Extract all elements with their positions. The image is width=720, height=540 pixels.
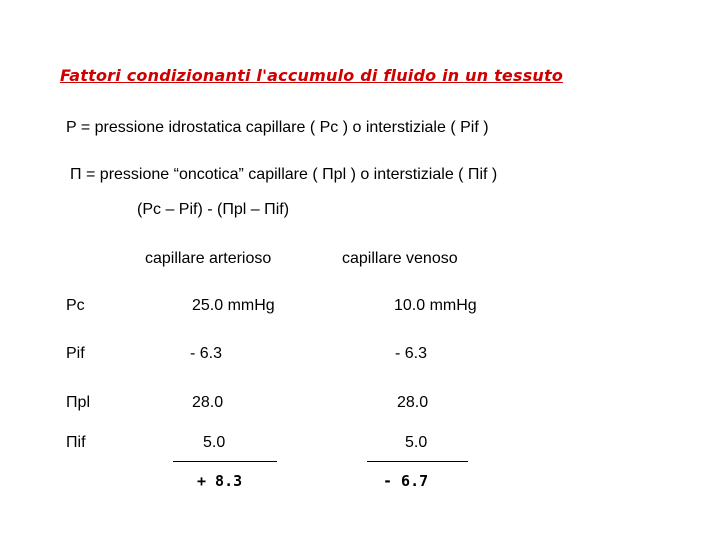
pressure-definition: P = pressione idrostatica capillare ( Pc ) o interstiziale ( Pif ) — [66, 119, 489, 136]
venous-value-pipl: 28.0 — [397, 394, 429, 411]
arterial-value-pc: 25.0 mmHg — [192, 297, 275, 314]
venous-total: - 6.7 — [383, 472, 429, 490]
row-label-pipl: Πpl — [66, 394, 91, 411]
row-label-piif: Πif — [66, 434, 86, 451]
column-header-venous: capillare venoso — [342, 250, 458, 267]
arterial-sum-rule — [173, 461, 277, 462]
arterial-total: + 8.3 — [197, 472, 243, 490]
venous-value-pc: 10.0 mmHg — [394, 297, 477, 314]
arterial-value-pif: - 6.3 — [190, 345, 223, 362]
venous-value-pif: - 6.3 — [395, 345, 428, 362]
oncotic-definition: Π = pressione “oncotica” capillare ( Πpl ) o interstiziale ( Πif ) — [70, 166, 498, 183]
venous-value-piif: 5.0 — [405, 434, 428, 451]
arterial-value-pipl: 28.0 — [192, 394, 224, 411]
row-label-pc: Pc — [66, 297, 85, 314]
arterial-value-piif: 5.0 — [203, 434, 226, 451]
page-title: Fattori condizionanti l'accumulo di fluido in un tessuto — [60, 66, 564, 85]
row-label-pif: Pif — [66, 345, 85, 362]
net-pressure-formula: (Pc – Pif) - (Πpl – Πif) — [137, 201, 290, 218]
column-header-arterial: capillare arterioso — [145, 250, 272, 267]
venous-sum-rule — [367, 461, 468, 462]
